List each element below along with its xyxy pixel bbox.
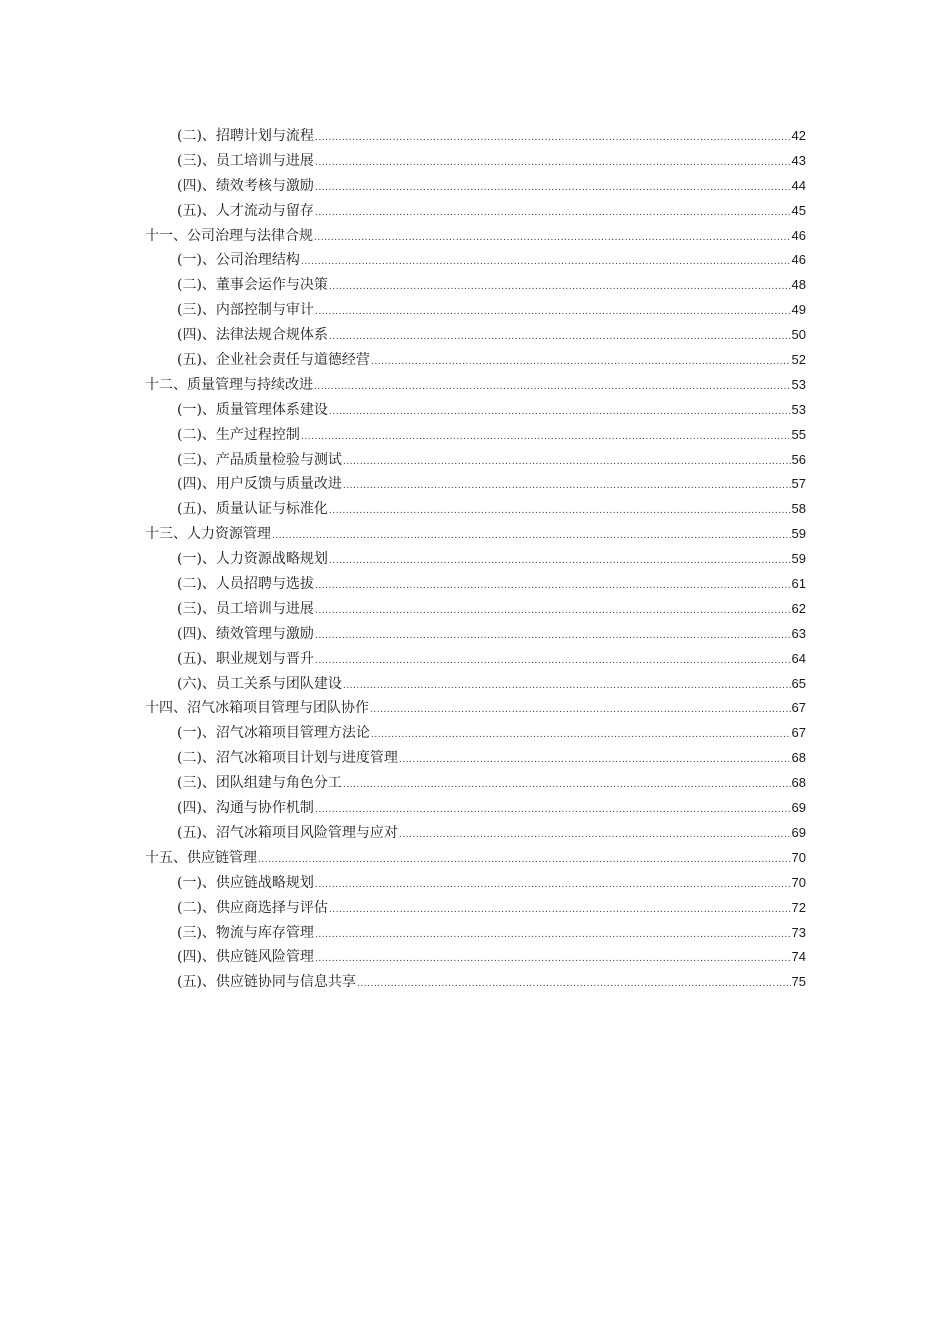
toc-page-number: 49 [791, 302, 806, 318]
toc-section-entry[interactable] [145, 423, 806, 448]
toc-entry-title: (三)、团队组建与角色分工 [177, 775, 342, 792]
toc-page-number: 58 [791, 501, 806, 517]
toc-dot-leader [314, 226, 791, 251]
toc-entry-title: (五)、企业社会责任与道德经营 [177, 352, 370, 369]
toc-section-entry[interactable] [145, 945, 806, 970]
toc-page-number: 69 [791, 824, 806, 840]
toc-section-entry[interactable] [145, 622, 806, 647]
toc-entry-title: (四)、法律法规合规体系 [177, 327, 328, 344]
toc-entry-title: (四)、供应链风险管理 [177, 949, 314, 966]
toc-dot-leader [315, 947, 791, 972]
toc-page-number: 43 [791, 152, 806, 168]
toc-dot-leader [329, 898, 791, 923]
toc-entry-title: (二)、董事会运作与决策 [177, 277, 328, 294]
toc-section-entry[interactable] [145, 821, 806, 846]
toc-dot-leader [399, 748, 791, 773]
toc-page-number: 75 [791, 974, 806, 990]
toc-page-number: 69 [791, 800, 806, 816]
toc-entry-title: 十五、供应链管理 [145, 849, 257, 866]
toc-dot-leader [343, 674, 791, 699]
toc-section-entry[interactable] [145, 174, 806, 199]
toc-entry-title: (二)、招聘计划与流程 [177, 128, 314, 144]
toc-dot-leader [315, 873, 791, 898]
toc-page-number: 48 [791, 277, 806, 293]
toc-page-number: 59 [791, 526, 806, 542]
toc-section-entry[interactable] [145, 896, 806, 921]
toc-entry-title: (二)、生产过程控制 [177, 426, 300, 443]
toc-page-number: 45 [791, 202, 806, 218]
toc-page-number: 55 [791, 426, 806, 442]
toc-dot-leader [371, 723, 791, 748]
toc-page-number: 59 [791, 551, 806, 567]
toc-chapter-entry[interactable] [145, 224, 806, 249]
toc-dot-leader [343, 474, 791, 499]
toc-chapter-entry[interactable] [145, 846, 806, 871]
toc-page-number: 53 [791, 376, 806, 392]
toc-section-entry[interactable] [145, 248, 806, 273]
toc-section-entry[interactable] [145, 323, 806, 348]
toc-section-entry[interactable] [145, 448, 806, 473]
toc-chapter-entry[interactable] [145, 373, 806, 398]
toc-section-entry[interactable] [145, 597, 806, 622]
toc-section-entry[interactable] [145, 771, 806, 796]
toc-entry-title: (三)、物流与库存管理 [177, 924, 314, 941]
toc-section-entry[interactable] [145, 149, 806, 174]
toc-entry-title: (五)、质量认证与标准化 [177, 501, 328, 518]
toc-entry-title: (一)、供应链战略规划 [177, 874, 314, 891]
toc-dot-leader [315, 151, 791, 176]
toc-entry-title: (一)、公司治理结构 [177, 252, 300, 269]
toc-page-number: 68 [791, 750, 806, 766]
toc-page-number: 65 [791, 675, 806, 691]
toc-dot-leader [315, 599, 791, 624]
toc-chapter-entry[interactable] [145, 696, 806, 721]
toc-dot-leader [329, 275, 791, 300]
toc-section-entry[interactable] [145, 746, 806, 771]
toc-dot-leader [343, 773, 791, 798]
toc-section-entry[interactable] [145, 672, 806, 697]
toc-page-number: 52 [791, 352, 806, 368]
toc-section-entry[interactable] [145, 273, 806, 298]
toc-dot-leader [301, 250, 791, 275]
toc-page-number: 70 [791, 874, 806, 890]
toc-dot-leader [315, 201, 791, 226]
toc-dot-leader [301, 425, 791, 450]
toc-entry-title: (三)、员工培训与进展 [177, 152, 314, 169]
toc-page-number: 68 [791, 775, 806, 791]
toc-entry-title: 十四、沼气冰箱项目管理与团队协作 [145, 700, 369, 717]
toc-section-entry[interactable] [145, 472, 806, 497]
toc-page-number: 63 [791, 625, 806, 641]
toc-section-entry[interactable] [145, 298, 806, 323]
toc-page-number: 56 [791, 451, 806, 467]
toc-page-number: 53 [791, 401, 806, 417]
toc-dot-leader [399, 823, 791, 848]
toc-entry-title: (三)、内部控制与审计 [177, 302, 314, 319]
toc-dot-leader [315, 798, 791, 823]
toc-dot-leader [370, 698, 791, 723]
toc-entry-title: (五)、职业规划与晋升 [177, 650, 314, 667]
toc-dot-leader [329, 325, 791, 350]
toc-dot-leader [315, 923, 791, 948]
toc-dot-leader [315, 649, 791, 674]
toc-dot-leader [315, 574, 791, 599]
toc-entry-title: (四)、用户反馈与质量改进 [177, 476, 342, 493]
toc-dot-leader [315, 300, 791, 325]
toc-dot-leader [371, 350, 791, 375]
toc-entry-title: (四)、绩效考核与激励 [177, 177, 314, 194]
toc-section-entry[interactable] [145, 497, 806, 522]
toc-dot-leader [315, 126, 791, 151]
toc-entry-title: (五)、沼气冰箱项目风险管理与应对 [177, 824, 398, 841]
toc-page-number: 72 [791, 899, 806, 915]
toc-entry-title: 十一、公司治理与法律合规 [145, 227, 313, 244]
toc-section-entry[interactable] [145, 348, 806, 373]
toc-entry-title: (四)、沟通与协作机制 [177, 800, 314, 817]
toc-section-entry[interactable] [145, 547, 806, 572]
toc-dot-leader [315, 624, 791, 649]
toc-page-number: 67 [791, 725, 806, 741]
toc-entry-title: (三)、员工培训与进展 [177, 600, 314, 617]
toc-section-entry[interactable] [145, 199, 806, 224]
toc-dot-leader [258, 848, 791, 873]
toc-dot-leader [343, 450, 791, 475]
toc-dot-leader [329, 400, 791, 425]
toc-section-entry[interactable] [145, 970, 806, 995]
toc-page-number: 73 [791, 924, 806, 940]
toc-page-number: 46 [791, 227, 806, 243]
toc-entry-title: (六)、员工关系与团队建设 [177, 675, 342, 692]
toc-entry-title: (五)、人才流动与留存 [177, 202, 314, 219]
toc-entry-title: (一)、人力资源战略规划 [177, 551, 328, 568]
toc-page-number: 42 [791, 128, 806, 143]
toc-page-number: 62 [791, 600, 806, 616]
toc-section-entry[interactable] [145, 796, 806, 821]
toc-dot-leader [329, 499, 791, 524]
toc-page-number: 64 [791, 650, 806, 666]
toc-page-number: 74 [791, 949, 806, 965]
toc-entry-title: 十二、质量管理与持续改进 [145, 376, 313, 393]
toc-page-number: 44 [791, 177, 806, 193]
toc-page-number: 70 [791, 849, 806, 865]
toc-section-entry[interactable] [145, 721, 806, 746]
toc-dot-leader [272, 524, 791, 549]
toc-page-number: 46 [791, 252, 806, 268]
toc-section-entry[interactable] [145, 921, 806, 946]
toc-dot-leader [314, 375, 791, 400]
toc-section-entry[interactable] [145, 124, 806, 149]
toc-page-number: 67 [791, 700, 806, 716]
toc-section-entry[interactable] [145, 572, 806, 597]
toc-page-number: 61 [791, 576, 806, 592]
toc-entry-title: (二)、人员招聘与选拔 [177, 576, 314, 593]
table-of-contents [145, 124, 806, 995]
toc-entry-title: (二)、供应商选择与评估 [177, 899, 328, 916]
toc-entry-title: (一)、质量管理体系建设 [177, 401, 328, 418]
toc-page-number: 57 [791, 476, 806, 492]
toc-page-number: 50 [791, 327, 806, 343]
toc-section-entry[interactable] [145, 871, 806, 896]
toc-dot-leader [357, 972, 791, 997]
toc-chapter-entry[interactable] [145, 522, 806, 547]
toc-section-entry[interactable] [145, 398, 806, 423]
toc-entry-title: (二)、沼气冰箱项目计划与进度管理 [177, 750, 398, 767]
toc-section-entry[interactable] [145, 647, 806, 672]
toc-dot-leader [329, 549, 791, 574]
toc-entry-title: (一)、沼气冰箱项目管理方法论 [177, 725, 370, 742]
toc-entry-title: 十三、人力资源管理 [145, 526, 271, 543]
toc-dot-leader [315, 176, 791, 201]
toc-entry-title: (三)、产品质量检验与测试 [177, 451, 342, 468]
toc-entry-title: (四)、绩效管理与激励 [177, 625, 314, 642]
toc-entry-title: (五)、供应链协同与信息共享 [177, 974, 356, 991]
